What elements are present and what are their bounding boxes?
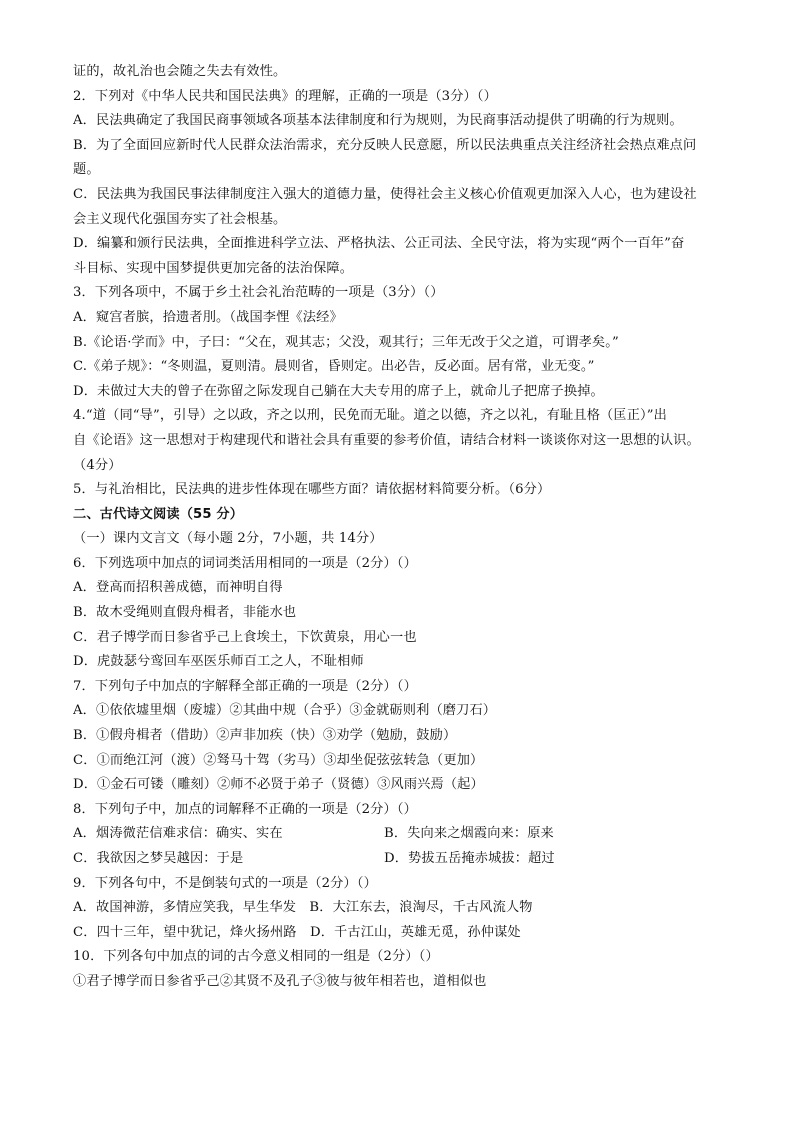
- q9-options-row-2: C．四十三年，望中犹记，烽火扬州路 D．千古江山，英雄无觅，孙仲谋处: [73, 924, 521, 940]
- option-7c: C．①而绝江河（渡）②驽马十驾（劣马）③却坐促弦弦转急（更加）: [73, 752, 484, 768]
- option-3b: B.《论语·学而》中，子曰：“父在，观其志；父没，观其行；三年无改于父之道，可谓孝矣。”: [73, 334, 619, 350]
- option-2c-cont: 会主义现代化强国夯实了社会根基。: [73, 211, 287, 227]
- option-7d: D．①金石可镂（雕刻）②师不必贤于弟子（贤德）③风雨兴焉（起）: [73, 777, 484, 793]
- question-3: 3．下列各项中，不属于乡土社会礼治范畴的一项是（3分）（）: [73, 285, 444, 301]
- question-10-items: ①君子博学而日参省乎己②其贤不及孔子③彼与彼年相若也，道相似也: [73, 973, 487, 989]
- option-8a: A．烟涛微茫信难求信：确实、实在: [73, 826, 283, 842]
- option-3d: D．未做过大夫的曾子在弥留之际发现自己躺在大夫专用的席子上，就命儿子把席子换掉。: [73, 383, 604, 399]
- option-6b: B．故木受绳则直假舟楫者，非能水也: [73, 605, 297, 621]
- subsection-heading: （一）课内文言文（每小题 2分，7小题，共 14分）: [73, 531, 383, 547]
- question-10: 10．下列各句中加点的词的古今意义相同的一组是（2分）（）: [73, 949, 439, 965]
- question-6: 6．下列选项中加点的词词类活用相同的一项是（2分）（）: [73, 555, 417, 571]
- option-2a: A．民法典确定了我国民商事领域各项基本法律制度和行为规则，为民商事活动提供了明确的行为规则。: [73, 113, 683, 129]
- option-8d: D．势拔五岳掩赤城拔：超过: [384, 851, 555, 866]
- option-6c: C．君子博学而日参省乎己上食埃土，下饮黄泉，用心一也: [73, 629, 417, 645]
- text-line: 证的，故礼治也会随之失去有效性。: [73, 64, 287, 79]
- option-2d-cont: 斗目标、实现中国梦提供更加完备的法治保障。: [73, 260, 354, 276]
- option-6d: D．虎鼓瑟兮鸾回车巫医乐师百工之人，不耻相师: [73, 654, 364, 670]
- question-4: 4.“道（同“导”，引导）之以政，齐之以刑，民免而无耻。道之以德，齐之以礼，有耻且格（匡正）”出: [73, 408, 668, 424]
- q8-options-row-2: [73, 847, 739, 872]
- option-8b: B．失向来之烟霞向来：原来: [384, 826, 554, 842]
- question-2: 2．下列对《中华人民共和国民法典》的理解，正确的一项是（3分）（）: [73, 88, 497, 104]
- q8-options-row-1: [73, 822, 739, 847]
- option-6a: A．登高而招积善成德，而神明自得: [73, 580, 283, 596]
- question-7: 7．下列句子中加点的字解释全部正确的一项是（2分）（）: [73, 678, 417, 694]
- option-2b-cont: 题。: [73, 162, 100, 178]
- option-3c: C.《弟子规》：“冬则温，夏则清。晨则省，昏则定。出必告，反必面。居有常，业无变。”: [73, 359, 595, 375]
- question-8: 8．下列句子中，加点的词解释不正确的一项是（2分）（）: [73, 801, 417, 817]
- option-7a: A．①依依墟里烟（废墟）②其曲中规（合乎）③金就砺则利（磨刀石）: [73, 703, 497, 719]
- question-4-cont: 自《论语》这一思想对于构建现代和谐社会具有重要的参考价值，请结合材料一谈谈你对这一思想的认识。: [73, 432, 700, 448]
- option-8c: C．我欲因之梦吴越因：于是: [73, 851, 244, 866]
- option-3a: A．窥宫者膑，拾遗者刖。（战国李悝《法经》: [73, 309, 343, 325]
- option-2d: D．编纂和颁行民法典，全面推进科学立法、严格执法、公正司法、全民守法，将为实现“两个一百年”奋: [73, 236, 685, 252]
- option-2c: C．民法典为我国民事法律制度注入强大的道德力量，使得社会主义核心价值观更加深入人心，也为建设社: [73, 186, 697, 202]
- option-2b: B．为了全面回应新时代人民群众法治需求，充分反映人民意愿，所以民法典重点关注经济社会热点难点问: [73, 137, 697, 153]
- question-5: 5．与礼治相比，民法典的进步性体现在哪些方面？请依据材料简要分析。（6分）: [73, 482, 551, 498]
- document-page: [73, 60, 739, 995]
- question-4-score: （4分）: [73, 457, 122, 473]
- q9-options-row-1: A．故国神游，多情应笑我，早生华发 B．大江东去，浪淘尽，千古风流人物: [73, 900, 533, 916]
- question-9: 9．下列各句中，不是倒装句式的一项是（2分）（）: [73, 875, 377, 891]
- option-7b: B．①假舟楫者（借助）②声非加疾（快）③劝学（勉励，鼓励）: [73, 728, 457, 744]
- section-heading: 二、古代诗文阅读（55 分）: [73, 506, 244, 522]
